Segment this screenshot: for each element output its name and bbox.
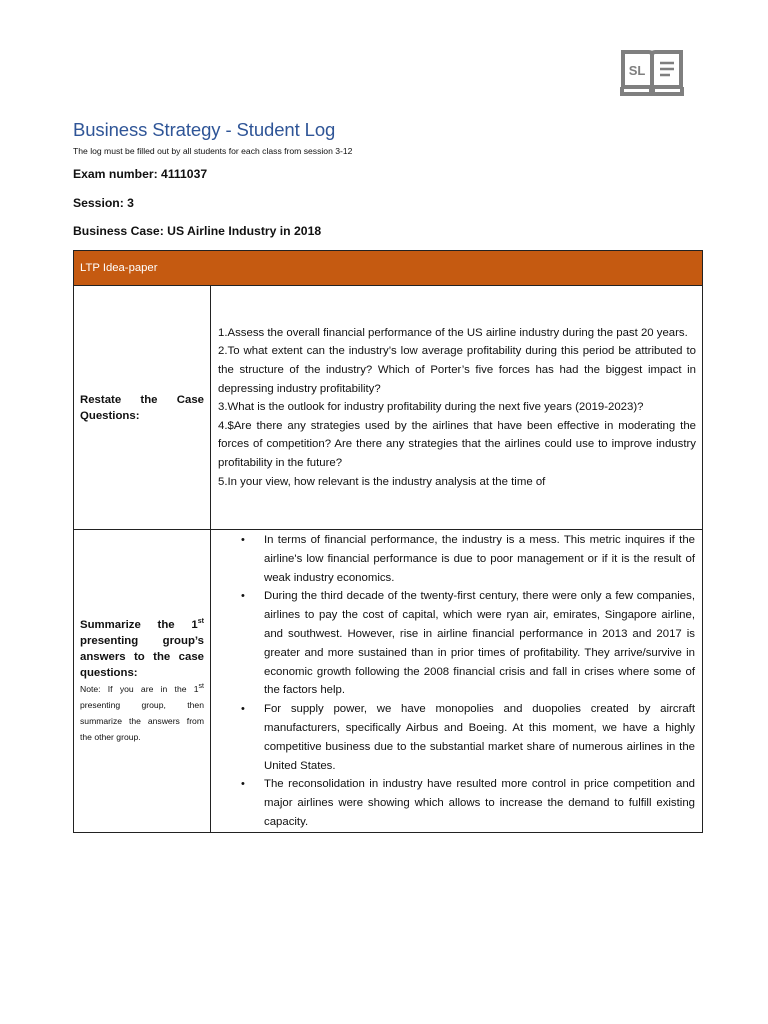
- page-subtitle: The log must be filled out by all students for each class from session 3-12: [73, 146, 353, 156]
- restate-label-line2: Questions:: [80, 409, 140, 422]
- summarize-label-part: presenting group’s answers to the case questions:: [80, 635, 204, 679]
- answer-text: In terms of financial performance, the industry is a mess. This metric inquires if the airline's low financial performance is due to poor management or if it is the result of weak industry economics.: [264, 534, 695, 584]
- list-item: [211, 531, 695, 587]
- table-header-cell: LTP Idea-paper: [74, 251, 703, 286]
- note-sup: st: [198, 683, 204, 691]
- answer-text: For supply power, we have monopolies and duopolies created by aircraft manufacturers, specifically Airbus and Boeing. At this moment, we have a highly competitive business due to the substantial market share of numerous airlines in the United States.: [264, 703, 695, 772]
- list-item: [211, 775, 695, 831]
- bullet-icon: •: [241, 590, 245, 603]
- list-item: [211, 700, 695, 775]
- summarize-label-text: [80, 617, 204, 681]
- list-item: [211, 587, 695, 700]
- case-questions-cell: [211, 286, 703, 530]
- answers-cell: [211, 530, 703, 833]
- restate-questions-label: [74, 286, 211, 530]
- bullet-icon: •: [241, 534, 245, 546]
- session-label: Session: 3: [73, 196, 134, 210]
- note-part: Note: If you are in the 1: [80, 684, 199, 694]
- exam-number: Exam number: 4111037: [73, 167, 208, 181]
- summarize-label-sup: st: [197, 618, 204, 626]
- case-question-2: 2.To what extent can the industry’s low average profitability during this period be attributed to the structure of the industry? Which of Porter’s five forces has had the biggest impact in depressing industry profitability?: [218, 345, 696, 395]
- summarize-note: [80, 681, 204, 745]
- logo-text: SL: [628, 63, 646, 78]
- student-log-table: [73, 250, 703, 833]
- case-question-1: 1.Assess the overall financial performance of the US airline industry during the past 20 years.: [218, 326, 688, 339]
- bullet-icon: •: [241, 703, 245, 716]
- table-row: [74, 530, 703, 833]
- table-header-row: [74, 251, 703, 286]
- case-question-5: 5.In your view, how relevant is the industry analysis at the time of: [218, 475, 546, 488]
- case-question-3: 3.What is the outlook for industry profitability during the next five years (2019-2023)?: [218, 401, 644, 414]
- case-question-4: 4.$Are there any strategies used by the airlines that have been effective in moderating the forces of competition? Are there any strategies that the airlines could use to improve industry profitability in the future?: [218, 419, 696, 469]
- summarize-label-part: Summarize the 1: [80, 619, 198, 631]
- bullet-icon: •: [241, 778, 245, 791]
- book-icon: [620, 42, 684, 98]
- table-row: [74, 286, 703, 530]
- answer-text: The reconsolidation in industry have resulted more control in price competition and major airlines were showing which allows to increase the demand to fulfill existing capacity.: [264, 778, 695, 828]
- summarize-label: [74, 530, 211, 833]
- restate-label-line1: Restate the Case: [80, 393, 204, 406]
- answers-list: [211, 530, 695, 832]
- logo: [620, 42, 684, 98]
- note-part: presenting group, then summarize the answers from the other group.: [80, 700, 204, 742]
- business-case: Business Case: US Airline Industry in 2018: [73, 224, 322, 238]
- page-title: Business Strategy - Student Log: [73, 119, 336, 140]
- answer-text: During the third decade of the twenty-first century, there were only a few companies, airlines to pay the cost of capital, which were ryan air, emirates, Singapore airline, and southwest. However, rise in airline financial performance in 2013 and 2017 is greater and more sustained than in prior times of profitability. They arrive/survive in economic growth following the 2008 financial crisis and fall in crises where some of the factors help.: [264, 590, 695, 697]
